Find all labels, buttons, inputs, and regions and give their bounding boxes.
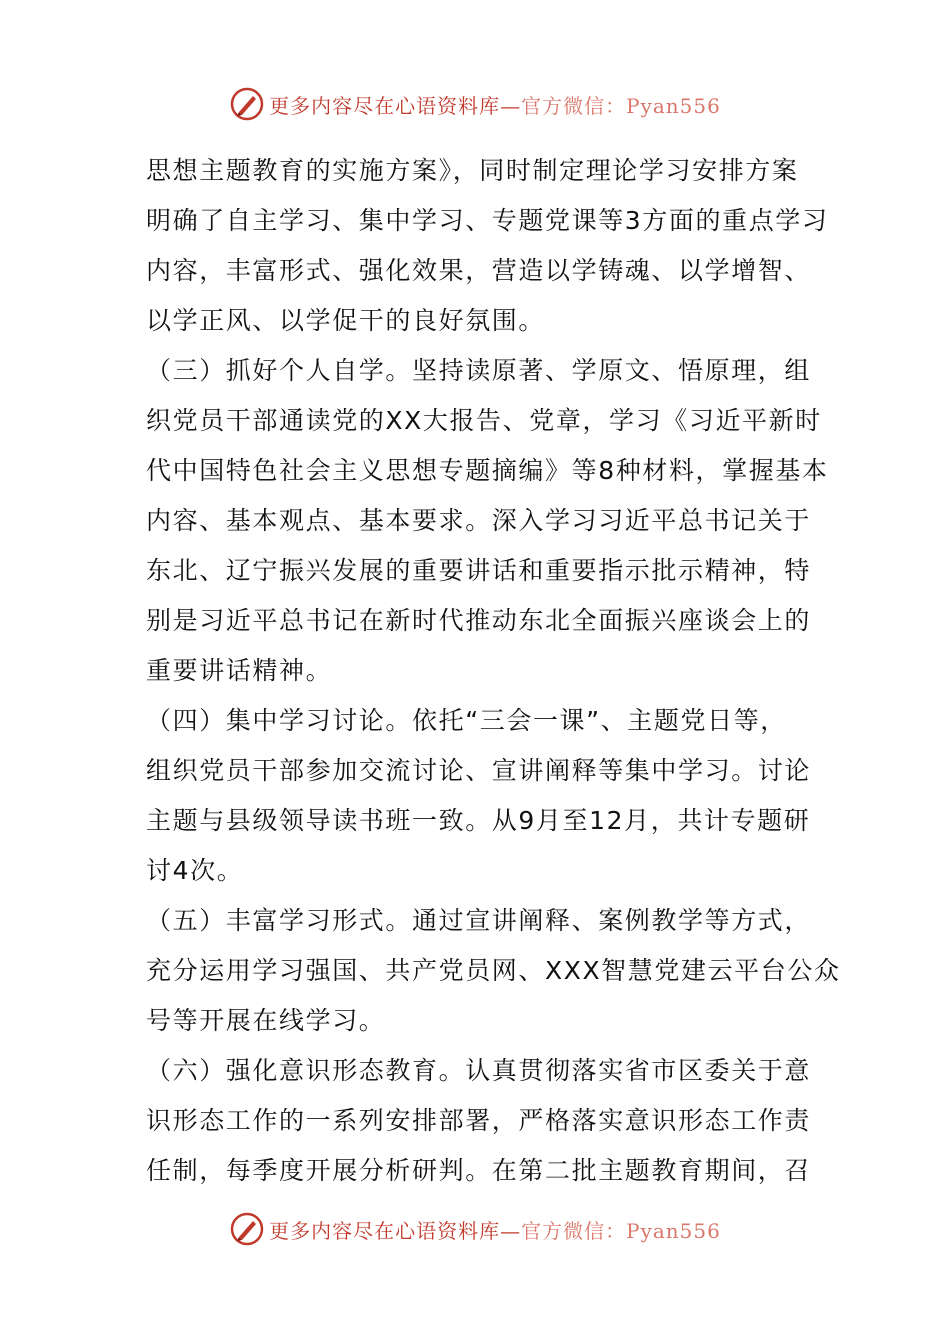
text-line: 以学正风、以学促干的良好氛围。 — [146, 306, 546, 335]
text-line: 号等开展在线学习。 — [146, 1006, 386, 1035]
text-line: 主题与县级领导读书班一致。从9月至12月，共计专题研 — [146, 806, 811, 835]
watermark-text: 更多内容尽在心语资料库—官方微信：Pyan556 — [269, 1218, 721, 1243]
document-body — [146, 146, 841, 1196]
text-line: 组织党员干部参加交流讨论、宣讲阐释等集中学习。讨论 — [146, 756, 812, 785]
text-line: 内容、基本观点、基本要求。深入学习习近平总书记关于 — [146, 506, 812, 535]
text-line: 代中国特色社会主义思想专题摘编》等8种材料，掌握基本 — [146, 456, 829, 485]
pen-circle-logo-icon — [229, 86, 265, 122]
text-line: （五）丰富学习形式。通过宣讲阐释、案例教学等方式， — [146, 906, 812, 935]
watermark-banner-bottom — [0, 1209, 950, 1249]
watermark-banner-top — [0, 84, 950, 124]
watermark-text: 更多内容尽在心语资料库—官方微信：Pyan556 — [269, 93, 721, 118]
text-line: 重要讲话精神。 — [146, 656, 333, 685]
text-line: 思想主题教育的实施方案》，同时制定理论学习安排方案 — [146, 156, 799, 185]
text-line: 明确了自主学习、集中学习、专题党课等3方面的重点学习 — [146, 206, 829, 235]
text-line: 讨4次。 — [146, 856, 244, 885]
text-line: 内容，丰富形式、强化效果，营造以学铸魂、以学增智、 — [146, 256, 812, 285]
text-line: 充分运用学习强国、共产党员网、XXX智慧党建云平台公众 — [146, 956, 841, 985]
text-line: 别是习近平总书记在新时代推动东北全面振兴座谈会上的 — [146, 606, 812, 635]
pen-circle-logo-icon — [229, 1211, 265, 1247]
text-line: 东北、辽宁振兴发展的重要讲话和重要指示批示精神，特 — [146, 556, 812, 585]
text-line: （四）集中学习讨论。依托“三会一课”、主题党日等， — [146, 706, 787, 735]
text-line: （三）抓好个人自学。坚持读原著、学原文、悟原理，组 — [146, 356, 812, 385]
text-line: 任制，每季度开展分析研判。在第二批主题教育期间，召 — [146, 1156, 812, 1185]
text-line: 织党员干部通读党的XX大报告、党章，学习《习近平新时 — [146, 406, 822, 435]
text-line: （六）强化意识形态教育。认真贯彻落实省市区委关于意 — [146, 1056, 812, 1085]
text-line: 识形态工作的一系列安排部署，严格落实意识形态工作责 — [146, 1106, 812, 1135]
